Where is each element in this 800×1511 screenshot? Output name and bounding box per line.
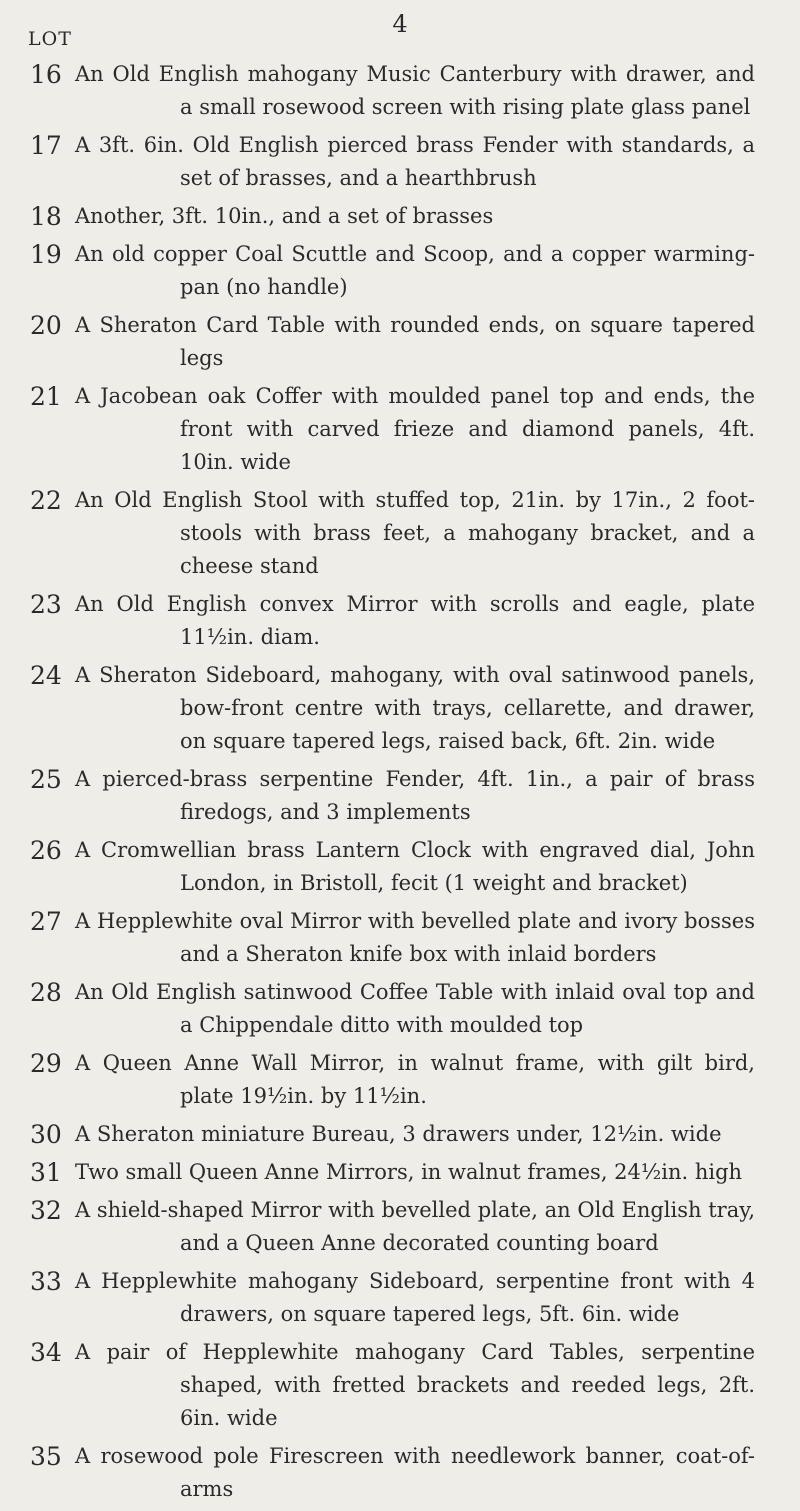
- lot-entry: [0, 659, 800, 758]
- lot-description: A Sheraton Sideboard, mahogany, with oval satinwood panels, bow-front centre with trays, cellarette, and drawer, on square tapered legs, raised back, 6ft. 2in. wide: [75, 663, 755, 753]
- lot-description: A Jacobean oak Coffer with moulded panel top and ends, the front with carved frieze and diamond panels, 4ft. 10in. wide: [75, 384, 755, 474]
- lot-description: A rosewood pole Firescreen with needlework banner, coat-of-arms: [75, 1444, 755, 1501]
- lot-description: An Old English Stool with stuffed top, 21in. by 17in., 2 foot-stools with brass feet, a mahogany bracket, and a cheese stand: [75, 488, 755, 578]
- lot-description: A Sheraton miniature Bureau, 3 drawers under, 12½in. wide: [75, 1122, 722, 1146]
- lot-number: 20: [30, 311, 62, 340]
- lot-number: 25: [30, 765, 62, 794]
- lot-number: 24: [30, 661, 62, 690]
- lot-description: A pair of Hepplewhite mahogany Card Tables, serpentine shaped, with fretted brackets and reeded legs, 2ft. 6in. wide: [75, 1340, 755, 1430]
- lot-number: 30: [30, 1120, 62, 1149]
- lot-description: An Old English satinwood Coffee Table with inlaid oval top and a Chippendale ditto with moulded top: [75, 980, 755, 1037]
- lot-description: A Sheraton Card Table with rounded ends, on square tapered legs: [75, 313, 755, 370]
- lot-entry: [0, 1156, 800, 1189]
- page-number: 4: [392, 10, 408, 38]
- lot-description: A Hepplewhite mahogany Sideboard, serpentine front with 4 drawers, on square tapered legs, 5ft. 6in. wide: [75, 1269, 755, 1326]
- lot-number: 35: [30, 1442, 62, 1471]
- lot-description: An old copper Coal Scuttle and Scoop, and a copper warming-pan (no handle): [75, 242, 755, 299]
- lot-description: An Old English mahogany Music Canterbury with drawer, and a small rosewood screen with rising plate glass panel: [75, 62, 755, 119]
- lot-number: 16: [30, 60, 62, 89]
- lot-number: 32: [30, 1196, 62, 1225]
- lot-number: 19: [30, 240, 62, 269]
- lot-description: Two small Queen Anne Mirrors, in walnut frames, 24½in. high: [75, 1160, 743, 1184]
- lot-description: An Old English convex Mirror with scrolls and eagle, plate 11½in. diam.: [75, 592, 755, 649]
- lot-list: [0, 58, 800, 1511]
- lot-description: A Hepplewhite oval Mirror with bevelled plate and ivory bosses and a Sheraton knife box with inlaid borders: [75, 909, 755, 966]
- lot-number: 29: [30, 1049, 62, 1078]
- lot-entry: [0, 834, 800, 900]
- lot-number: 21: [30, 382, 62, 411]
- lot-entry: [0, 905, 800, 971]
- lot-description: Another, 3ft. 10in., and a set of brasses: [75, 204, 494, 228]
- lot-entry: [0, 976, 800, 1042]
- lot-number: 33: [30, 1267, 62, 1296]
- lot-entry: [0, 1118, 800, 1151]
- lot-number: 28: [30, 978, 62, 1007]
- lot-entry: [0, 1265, 800, 1331]
- lot-description: A shield-shaped Mirror with bevelled plate, an Old English tray, and a Queen Anne decorated counting board: [75, 1198, 755, 1255]
- lot-entry: [0, 238, 800, 304]
- lot-entry: [0, 763, 800, 829]
- lot-entry: [0, 484, 800, 583]
- lot-number: 17: [30, 131, 62, 160]
- lot-description: A Cromwellian brass Lantern Clock with engraved dial, John London, in Bristoll, fecit (1 weight and bracket): [75, 838, 755, 895]
- lot-description: A pierced-brass serpentine Fender, 4ft. 1in., a pair of brass firedogs, and 3 implements: [75, 767, 755, 824]
- lot-entry: [0, 1440, 800, 1506]
- lot-entry: [0, 1047, 800, 1113]
- lot-entry: [0, 129, 800, 195]
- lot-entry: [0, 588, 800, 654]
- lot-number: 34: [30, 1338, 62, 1367]
- lot-number: 26: [30, 836, 62, 865]
- lot-entry: [0, 58, 800, 124]
- lot-entry: [0, 1336, 800, 1435]
- lot-description: A 3ft. 6in. Old English pierced brass Fender with standards, a set of brasses, and a hearthbrush: [75, 133, 755, 190]
- lot-column-header: LOT: [28, 28, 72, 50]
- lot-number: 22: [30, 486, 62, 515]
- lot-number: 18: [30, 202, 62, 231]
- lot-number: 27: [30, 907, 62, 936]
- lot-number: 31: [30, 1158, 62, 1187]
- lot-entry: [0, 1194, 800, 1260]
- lot-description: A Queen Anne Wall Mirror, in walnut frame, with gilt bird, plate 19½in. by 11½in.: [75, 1051, 755, 1108]
- lot-entry: [0, 309, 800, 375]
- lot-number: 23: [30, 590, 62, 619]
- lot-entry: [0, 200, 800, 233]
- lot-entry: [0, 380, 800, 479]
